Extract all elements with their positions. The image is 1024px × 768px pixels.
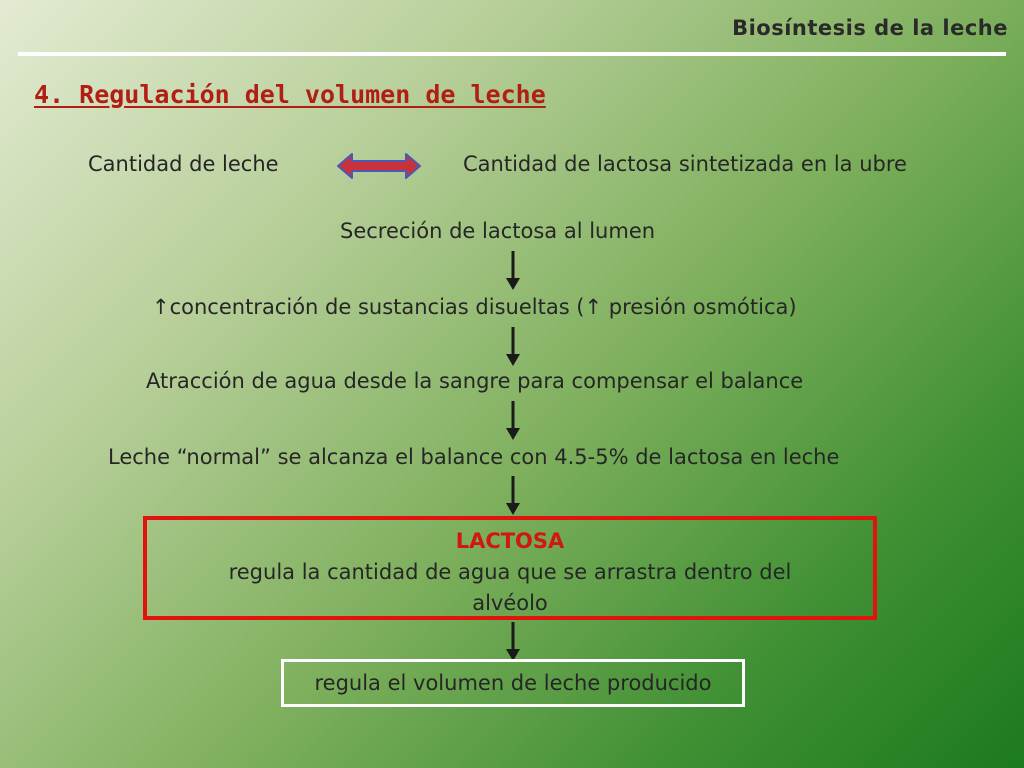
flow-step-water-attraction: Atracción de agua desde la sangre para compensar el balance (146, 369, 804, 393)
down-arrow-icon (506, 251, 520, 291)
lactose-heading: LACTOSA (455, 529, 565, 553)
section-title: 4. Regulación del volumen de leche (34, 80, 546, 109)
header-title: Biosíntesis de la leche (732, 16, 1008, 40)
lactose-line-2: alvéolo (472, 591, 548, 615)
flow-step-concentration: ↑concentración de sustancias disueltas (↑ presión osmótica) (152, 295, 797, 319)
header-divider (18, 52, 1006, 56)
flow-step-secretion: Secreción de lactosa al lumen (340, 219, 656, 243)
down-arrow-icon (506, 476, 520, 516)
relation-right-label: Cantidad de lactosa sintetizada en la ubre (463, 152, 907, 176)
flow-step-normal-milk: Leche “normal” se alcanza el balance con 4.5-5% de lactosa en leche (108, 445, 840, 469)
double-arrow-icon (336, 151, 422, 181)
down-arrow-icon (506, 327, 520, 367)
result-box: regula el volumen de leche producido (281, 659, 745, 707)
lactose-line-1: regula la cantidad de agua que se arrastra dentro del (228, 560, 792, 584)
lactose-box (143, 516, 877, 620)
down-arrow-icon (506, 401, 520, 441)
down-arrow-icon (506, 622, 520, 662)
relation-left-label: Cantidad de leche (88, 152, 279, 176)
